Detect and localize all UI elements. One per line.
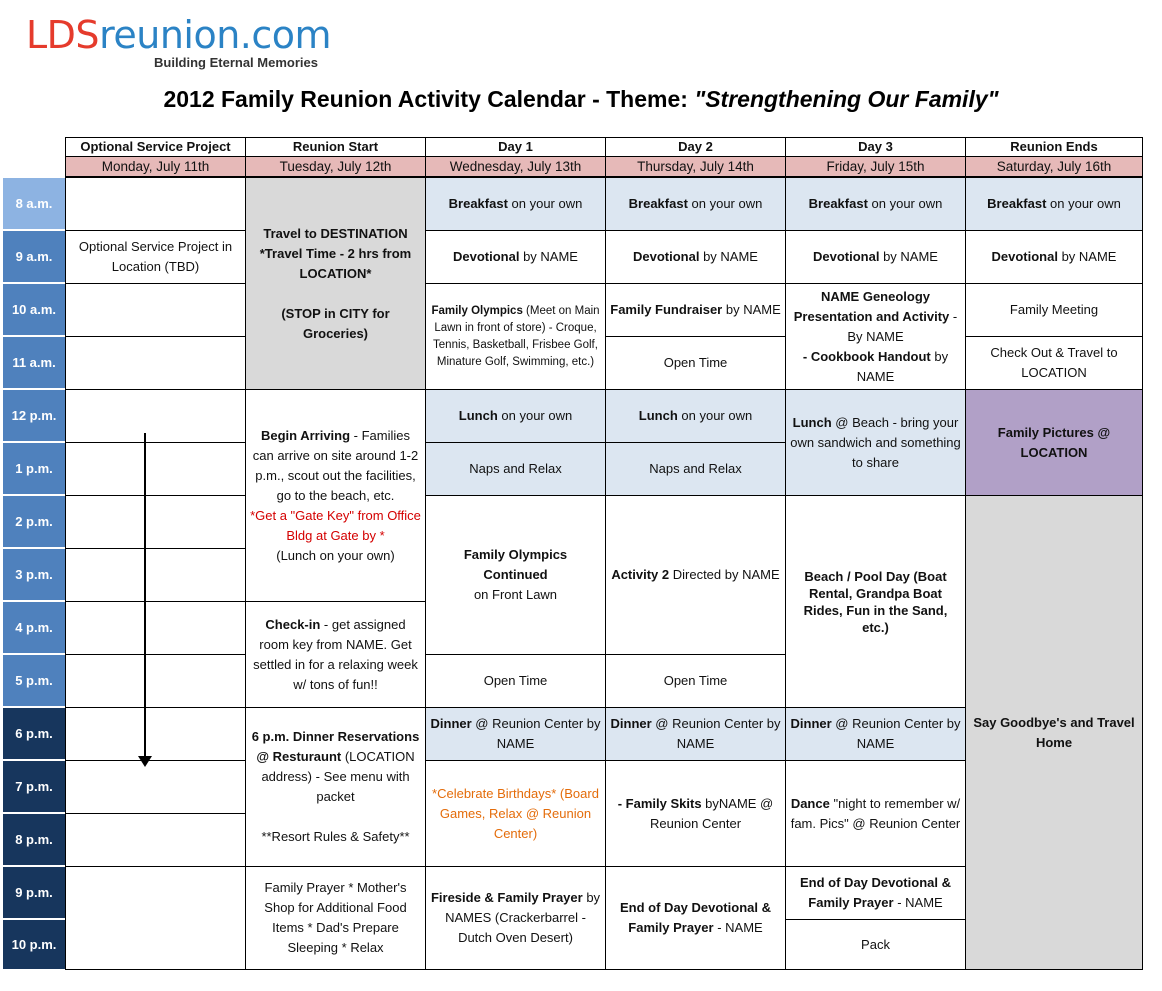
time-label: 2 p.m. — [2, 495, 66, 548]
day1-open-time: Open Time — [425, 654, 606, 708]
monday-slot — [65, 654, 246, 708]
col-header: Optional Service Project — [65, 137, 246, 157]
saturday-devotional: Devotional by NAME — [965, 230, 1143, 284]
tuesday-arriving: Begin Arriving - Families can arrive on site around 1-2 p.m., scout out the facilities, go to the beach, etc. *Get a "Gate Key" from Office Bldg at Gate by * (Lunch on your own) — [245, 389, 426, 602]
day2-fundraiser: Family Fundraiser by NAME — [605, 283, 786, 337]
theme-title: "Strengthening Our Family" — [694, 86, 999, 112]
time-label: 9 p.m. — [2, 866, 66, 919]
page-title: 2012 Family Reunion Activity Calendar - Theme: "Strengthening Our Family" — [163, 86, 999, 112]
monday-slot — [65, 442, 246, 496]
tuesday-evening: Family Prayer * Mother's Shop for Additional Food Items * Dad's Prepare Sleeping * Relax — [245, 866, 426, 970]
monday-slot — [65, 601, 246, 655]
tuesday-dinner: 6 p.m. Dinner Reservations @ Resturaunt (LOCATION address) - See menu with packet **Resort Rules & Safety** — [245, 707, 426, 867]
col-date: Friday, July 15th — [785, 156, 966, 177]
day2-naps: Naps and Relax — [605, 442, 786, 496]
time-label: 1 p.m. — [2, 442, 66, 495]
col-date: Thursday, July 14th — [605, 156, 786, 177]
monday-slot — [65, 813, 246, 867]
saturday-family-meeting: Family Meeting — [965, 283, 1143, 337]
logo-wordmark: LDSreunion.com — [26, 13, 332, 57]
day2-end-of-day: End of Day Devotional & Family Prayer - NAME — [605, 866, 786, 970]
saturday-goodbye: Say Goodbye's and Travel Home — [965, 495, 1143, 970]
day3-pack: Pack — [785, 919, 966, 970]
logo-tagline: Building Eternal Memories — [154, 55, 318, 70]
time-label: 5 p.m. — [2, 654, 66, 707]
day1-lunch: Lunch on your own — [425, 389, 606, 443]
tuesday-travel: Travel to DESTINATION *Travel Time - 2 hrs from LOCATION* (STOP in CITY for Groceries) — [245, 177, 426, 390]
site-logo — [26, 12, 346, 74]
day2-breakfast: Breakfast on your own — [605, 177, 786, 231]
col-date: Saturday, July 16th — [965, 156, 1143, 177]
day3-lunch: Lunch @ Beach - bring your own sandwich and something to share — [785, 389, 966, 496]
day2-lunch: Lunch on your own — [605, 389, 786, 443]
time-label: 3 p.m. — [2, 548, 66, 601]
monday-slot — [65, 389, 246, 443]
day2-activity: Activity 2 Directed by NAME — [605, 495, 786, 655]
day1-olympics: Family Olympics (Meet on Main Lawn in front of store) - Croque, Tennis, Basketball, Frisbee Golf, Minature Golf, Swimming, etc.) — [425, 283, 606, 390]
day1-fireside: Fireside & Family Prayer by NAMES (Crackerbarrel - Dutch Oven Desert) — [425, 866, 606, 970]
col-header: Reunion Start — [245, 137, 426, 157]
day3-geneology: NAME Geneology Presentation and Activity - By NAME - Cookbook Handout by NAME — [785, 283, 966, 390]
day3-breakfast: Breakfast on your own — [785, 177, 966, 231]
time-label: 7 p.m. — [2, 760, 66, 813]
day3-dinner: Dinner @ Reunion Center by NAME — [785, 707, 966, 761]
saturday-breakfast: Breakfast on your own — [965, 177, 1143, 231]
day2-skits: - Family Skits byNAME @ Reunion Center — [605, 760, 786, 867]
time-label: 9 a.m. — [2, 230, 66, 283]
day2-open-time: Open Time — [605, 654, 786, 708]
day2-devotional: Devotional by NAME — [605, 230, 786, 284]
day1-olympics-continued: Family Olympics Continued on Front Lawn — [425, 495, 606, 655]
monday-slot — [65, 283, 246, 337]
day1-dinner: Dinner @ Reunion Center by NAME — [425, 707, 606, 761]
day3-devotional: Devotional by NAME — [785, 230, 966, 284]
col-date: Wednesday, July 13th — [425, 156, 606, 177]
day2-dinner: Dinner @ Reunion Center by NAME — [605, 707, 786, 761]
day3-end-of-day: End of Day Devotional & Family Prayer - NAME — [785, 866, 966, 920]
time-label: 11 a.m. — [2, 336, 66, 389]
time-label: 10 p.m. — [2, 919, 66, 970]
monday-slot — [65, 760, 246, 814]
col-header: Day 2 — [605, 137, 786, 157]
saturday-checkout: Check Out & Travel to LOCATION — [965, 336, 1143, 390]
col-header: Day 1 — [425, 137, 606, 157]
col-date: Monday, July 11th — [65, 156, 246, 177]
col-date: Tuesday, July 12th — [245, 156, 426, 177]
day1-devotional: Devotional by NAME — [425, 230, 606, 284]
time-label: 10 a.m. — [2, 283, 66, 336]
time-label: 8 a.m. — [2, 177, 66, 230]
day1-breakfast: Breakfast on your own — [425, 177, 606, 231]
day1-birthdays: *Celebrate Birthdays* (Board Games, Relax @ Reunion Center) — [425, 760, 606, 867]
day3-dance: Dance "night to remember w/ fam. Pics" @ Reunion Center — [785, 760, 966, 867]
monday-slot — [65, 866, 246, 970]
day1-naps: Naps and Relax — [425, 442, 606, 496]
time-label: 12 p.m. — [2, 389, 66, 442]
monday-slot — [65, 548, 246, 602]
monday-slot — [65, 495, 246, 549]
activity-calendar — [2, 137, 1143, 970]
col-header: Reunion Ends — [965, 137, 1143, 157]
day3-beach: Beach / Pool Day (Boat Rental, Grandpa Boat Rides, Fun in the Sand, etc.) — [785, 495, 966, 708]
tuesday-checkin: Check-in - get assigned room key from NAME. Get settled in for a relaxing week w/ tons of fun!! — [245, 601, 426, 708]
monday-slot — [65, 707, 246, 761]
saturday-pictures: Family Pictures @ LOCATION — [965, 389, 1143, 496]
monday-8am — [65, 177, 246, 231]
monday-service-project: Optional Service Project in Location (TBD) — [65, 230, 246, 284]
time-label: 6 p.m. — [2, 707, 66, 760]
col-header: Day 3 — [785, 137, 966, 157]
monday-slot — [65, 336, 246, 390]
duration-arrow — [144, 433, 146, 763]
time-label: 4 p.m. — [2, 601, 66, 654]
arrow-down-icon — [138, 756, 152, 767]
time-label: 8 p.m. — [2, 813, 66, 866]
day2-open-time: Open Time — [605, 336, 786, 390]
